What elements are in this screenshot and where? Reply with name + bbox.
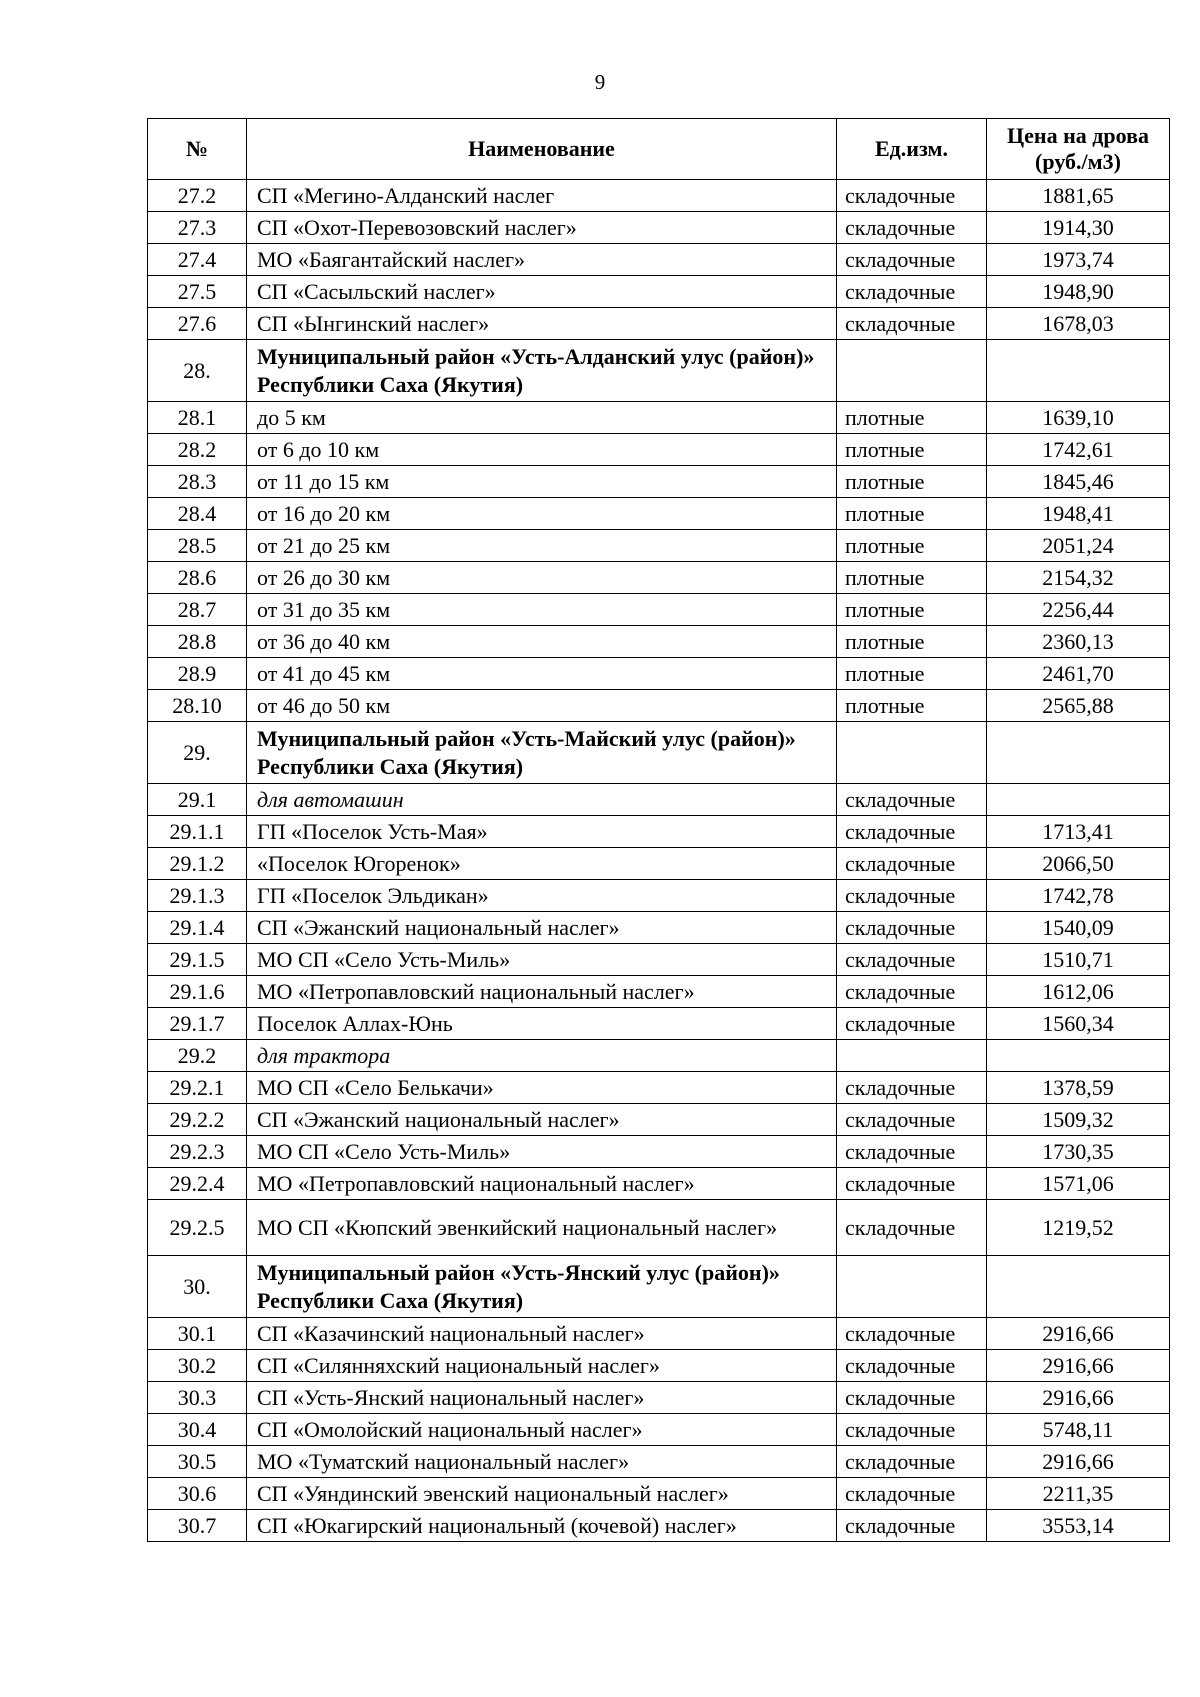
table-row <box>148 308 1170 340</box>
row-number: 30.4 <box>148 1414 247 1446</box>
row-unit: складочные <box>837 276 987 308</box>
table-row <box>148 1350 1170 1382</box>
row-number: 30.2 <box>148 1350 247 1382</box>
row-name: СП «Уяндинский эвенский национальный наслег» <box>247 1478 837 1510</box>
row-name: Муниципальный район «Усть-Янский улус (район)» Республики Саха (Якутия) <box>247 1256 837 1318</box>
row-unit: складочные <box>837 1200 987 1256</box>
table-row <box>148 1008 1170 1040</box>
row-number: 27.4 <box>148 244 247 276</box>
row-price: 1560,34 <box>987 1008 1170 1040</box>
row-number: 29.1.4 <box>148 912 247 944</box>
row-name: МО СП «Село Белькачи» <box>247 1072 837 1104</box>
table-row <box>148 816 1170 848</box>
row-price: 1742,78 <box>987 880 1170 912</box>
row-name: МО СП «Село Усть-Миль» <box>247 944 837 976</box>
table-row <box>148 944 1170 976</box>
table-row <box>148 434 1170 466</box>
page-number: 9 <box>594 70 606 94</box>
row-number: 29.1.1 <box>148 816 247 848</box>
table-row <box>148 466 1170 498</box>
table-row <box>148 848 1170 880</box>
row-number: 29.1.7 <box>148 1008 247 1040</box>
row-number: 29.2.2 <box>148 1104 247 1136</box>
row-number: 29.1.5 <box>148 944 247 976</box>
row-price: 1639,10 <box>987 402 1170 434</box>
row-number: 28.8 <box>148 626 247 658</box>
row-name: Муниципальный район «Усть-Майский улус (район)» Республики Саха (Якутия) <box>247 722 837 784</box>
row-unit: складочные <box>837 880 987 912</box>
row-unit: складочные <box>837 816 987 848</box>
header-name: Наименование <box>247 119 837 180</box>
row-number: 30.1 <box>148 1318 247 1350</box>
row-unit <box>837 1040 987 1072</box>
row-number: 27.6 <box>148 308 247 340</box>
row-price <box>987 1256 1170 1318</box>
row-price: 3553,14 <box>987 1510 1170 1542</box>
row-unit: складочные <box>837 848 987 880</box>
row-name: Муниципальный район «Усть-Алданский улус (район)» Республики Саха (Якутия) <box>247 340 837 402</box>
row-number: 28.10 <box>148 690 247 722</box>
row-number: 27.3 <box>148 212 247 244</box>
row-name: СП «Сасыльский наслег» <box>247 276 837 308</box>
row-unit <box>837 722 987 784</box>
row-unit: плотные <box>837 658 987 690</box>
row-name: для автомашин <box>247 784 837 816</box>
row-name: для трактора <box>247 1040 837 1072</box>
row-unit: складочные <box>837 912 987 944</box>
row-name: СП «Казачинский национальный наслег» <box>247 1318 837 1350</box>
row-number: 29. <box>148 722 247 784</box>
row-number: 28.5 <box>148 530 247 562</box>
row-unit: складочные <box>837 1414 987 1446</box>
table-row <box>148 562 1170 594</box>
row-price: 1948,41 <box>987 498 1170 530</box>
row-name: ГП «Поселок Усть-Мая» <box>247 816 837 848</box>
row-name: СП «Омолойский национальный наслег» <box>247 1414 837 1446</box>
table-row <box>148 1478 1170 1510</box>
row-unit: складочные <box>837 1168 987 1200</box>
row-unit: плотные <box>837 434 987 466</box>
table-row <box>148 880 1170 912</box>
row-unit: складочные <box>837 1382 987 1414</box>
row-number: 28.1 <box>148 402 247 434</box>
row-unit: складочные <box>837 1008 987 1040</box>
row-number: 29.1 <box>148 784 247 816</box>
row-unit: складочные <box>837 1478 987 1510</box>
row-name: от 26 до 30 км <box>247 562 837 594</box>
section-row <box>148 1256 1170 1318</box>
table-row <box>148 530 1170 562</box>
row-name: СП «Юкагирский национальный (кочевой) наслег» <box>247 1510 837 1542</box>
table-row <box>148 658 1170 690</box>
row-unit: плотные <box>837 466 987 498</box>
row-unit: складочные <box>837 1072 987 1104</box>
table-row <box>148 626 1170 658</box>
row-price: 2916,66 <box>987 1382 1170 1414</box>
table-row <box>148 276 1170 308</box>
row-number: 27.5 <box>148 276 247 308</box>
row-unit: складочные <box>837 180 987 212</box>
row-unit: плотные <box>837 530 987 562</box>
row-name: ГП «Поселок Эльдикан» <box>247 880 837 912</box>
row-price: 2916,66 <box>987 1318 1170 1350</box>
row-name: от 11 до 15 км <box>247 466 837 498</box>
row-name: МО «Баягантайский наслег» <box>247 244 837 276</box>
row-price: 1914,30 <box>987 212 1170 244</box>
row-name: до 5 км <box>247 402 837 434</box>
row-name: СП «Усть-Янский национальный наслег» <box>247 1382 837 1414</box>
row-name: МО «Петропавловский национальный наслег» <box>247 976 837 1008</box>
row-price: 1510,71 <box>987 944 1170 976</box>
table-row <box>148 212 1170 244</box>
firewood-price-table <box>147 118 1170 1542</box>
table-row <box>148 594 1170 626</box>
row-number: 30.5 <box>148 1446 247 1478</box>
table-row <box>148 690 1170 722</box>
row-price <box>987 784 1170 816</box>
row-number: 30.6 <box>148 1478 247 1510</box>
row-number: 29.1.3 <box>148 880 247 912</box>
row-unit: складочные <box>837 212 987 244</box>
table-row <box>148 784 1170 816</box>
row-price: 1540,09 <box>987 912 1170 944</box>
row-price: 2051,24 <box>987 530 1170 562</box>
row-name: от 46 до 50 км <box>247 690 837 722</box>
row-price: 1948,90 <box>987 276 1170 308</box>
table-row <box>148 180 1170 212</box>
header-price: Цена на дрова (руб./м3) <box>987 119 1170 180</box>
row-number: 29.2.4 <box>148 1168 247 1200</box>
row-number: 29.2.3 <box>148 1136 247 1168</box>
table-row <box>148 1382 1170 1414</box>
row-name: СП «Охот-Перевозовский наслег» <box>247 212 837 244</box>
row-name: МО СП «Кюпский эвенкийский национальный наслег» <box>247 1200 837 1256</box>
table-row <box>148 976 1170 1008</box>
header-unit: Ед.изм. <box>837 119 987 180</box>
row-name: МО СП «Село Усть-Миль» <box>247 1136 837 1168</box>
row-price: 2256,44 <box>987 594 1170 626</box>
table-header <box>148 119 1170 180</box>
section-row <box>148 722 1170 784</box>
row-price: 2461,70 <box>987 658 1170 690</box>
row-unit: складочные <box>837 244 987 276</box>
row-number: 29.2.1 <box>148 1072 247 1104</box>
row-unit: плотные <box>837 594 987 626</box>
row-price: 2916,66 <box>987 1350 1170 1382</box>
table-row <box>148 1446 1170 1478</box>
row-name: СП «Мегино-Алданский наслег <box>247 180 837 212</box>
row-unit: плотные <box>837 562 987 594</box>
row-price: 2360,13 <box>987 626 1170 658</box>
row-price: 1509,32 <box>987 1104 1170 1136</box>
row-name: СП «Ынгинский наслег» <box>247 308 837 340</box>
header-num: № <box>148 119 247 180</box>
row-unit: складочные <box>837 308 987 340</box>
row-number: 29.2.5 <box>148 1200 247 1256</box>
row-unit: складочные <box>837 784 987 816</box>
row-price: 2211,35 <box>987 1478 1170 1510</box>
row-number: 27.2 <box>148 180 247 212</box>
row-price: 1571,06 <box>987 1168 1170 1200</box>
row-name: от 41 до 45 км <box>247 658 837 690</box>
table-row <box>148 1136 1170 1168</box>
row-price <box>987 1040 1170 1072</box>
row-unit: плотные <box>837 498 987 530</box>
row-number: 29.2 <box>148 1040 247 1072</box>
row-number: 30. <box>148 1256 247 1318</box>
row-name: МО «Туматский национальный наслег» <box>247 1446 837 1478</box>
table-row <box>148 1318 1170 1350</box>
row-price: 1678,03 <box>987 308 1170 340</box>
row-unit: складочные <box>837 1350 987 1382</box>
row-unit <box>837 1256 987 1318</box>
table-row <box>148 1510 1170 1542</box>
row-price: 1881,65 <box>987 180 1170 212</box>
table-row <box>148 1040 1170 1072</box>
row-unit: складочные <box>837 1318 987 1350</box>
row-number: 28.3 <box>148 466 247 498</box>
row-name: СП «Эжанский национальный наслег» <box>247 912 837 944</box>
row-price: 2565,88 <box>987 690 1170 722</box>
row-unit: складочные <box>837 1136 987 1168</box>
row-price: 1378,59 <box>987 1072 1170 1104</box>
row-name: от 31 до 35 км <box>247 594 837 626</box>
table-row <box>148 244 1170 276</box>
row-unit: складочные <box>837 1510 987 1542</box>
row-unit: складочные <box>837 944 987 976</box>
row-price: 2066,50 <box>987 848 1170 880</box>
row-unit: плотные <box>837 402 987 434</box>
row-unit: складочные <box>837 976 987 1008</box>
row-price: 1742,61 <box>987 434 1170 466</box>
row-name: от 16 до 20 км <box>247 498 837 530</box>
row-number: 29.1.6 <box>148 976 247 1008</box>
table-row <box>148 1104 1170 1136</box>
row-number: 28. <box>148 340 247 402</box>
row-name: МО «Петропавловский национальный наслег» <box>247 1168 837 1200</box>
row-name: от 36 до 40 км <box>247 626 837 658</box>
row-price <box>987 722 1170 784</box>
table-body <box>148 180 1170 1542</box>
row-unit: плотные <box>837 690 987 722</box>
table-row <box>148 498 1170 530</box>
row-price: 1730,35 <box>987 1136 1170 1168</box>
table-row <box>148 1072 1170 1104</box>
row-number: 28.7 <box>148 594 247 626</box>
row-number: 30.3 <box>148 1382 247 1414</box>
row-number: 28.2 <box>148 434 247 466</box>
row-name: СП «Силянняхский национальный наслег» <box>247 1350 837 1382</box>
row-price: 2154,32 <box>987 562 1170 594</box>
row-name: СП «Эжанский национальный наслег» <box>247 1104 837 1136</box>
row-number: 30.7 <box>148 1510 247 1542</box>
table-row <box>148 1200 1170 1256</box>
row-name: Поселок Аллах-Юнь <box>247 1008 837 1040</box>
row-unit: складочные <box>837 1104 987 1136</box>
row-number: 28.4 <box>148 498 247 530</box>
header-row <box>148 119 1170 180</box>
row-number: 29.1.2 <box>148 848 247 880</box>
row-price: 1713,41 <box>987 816 1170 848</box>
row-price: 1845,46 <box>987 466 1170 498</box>
row-price <box>987 340 1170 402</box>
row-price: 1219,52 <box>987 1200 1170 1256</box>
table-row <box>148 1414 1170 1446</box>
row-number: 28.9 <box>148 658 247 690</box>
row-unit <box>837 340 987 402</box>
row-name: от 6 до 10 км <box>247 434 837 466</box>
row-unit: плотные <box>837 626 987 658</box>
row-price: 1973,74 <box>987 244 1170 276</box>
row-name: «Поселок Югоренок» <box>247 848 837 880</box>
section-row <box>148 340 1170 402</box>
row-unit: складочные <box>837 1446 987 1478</box>
row-price: 2916,66 <box>987 1446 1170 1478</box>
row-number: 28.6 <box>148 562 247 594</box>
table-row <box>148 402 1170 434</box>
table-row <box>148 912 1170 944</box>
table-row <box>148 1168 1170 1200</box>
row-name: от 21 до 25 км <box>247 530 837 562</box>
row-price: 5748,11 <box>987 1414 1170 1446</box>
row-price: 1612,06 <box>987 976 1170 1008</box>
